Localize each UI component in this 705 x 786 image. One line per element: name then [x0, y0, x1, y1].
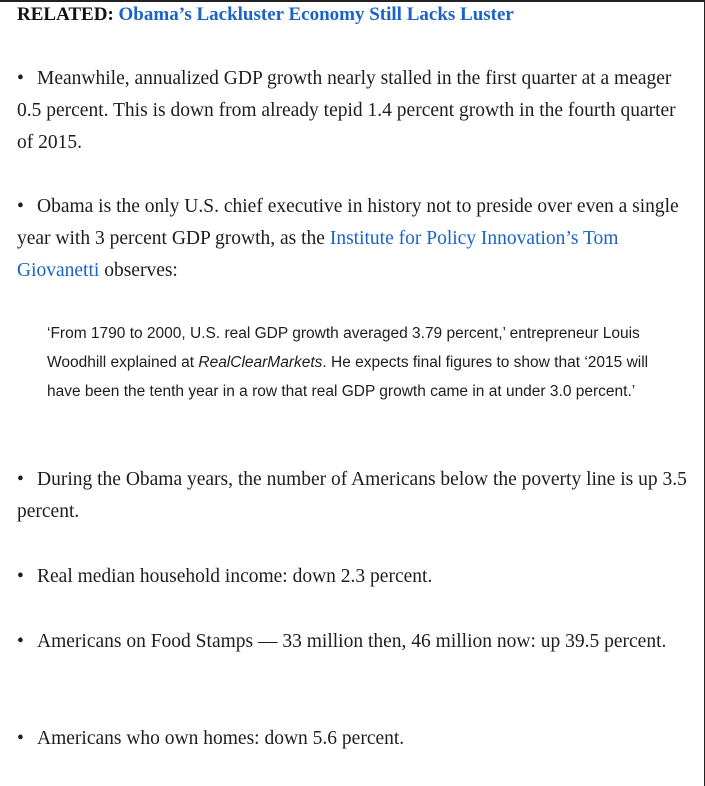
blockquote — [47, 319, 667, 406]
bullet-homeownership — [17, 723, 687, 755]
bullet-food-stamps — [17, 626, 687, 658]
bullet-text: Americans on Food Stamps — 33 million then, 46 million now: up 39.5 percent. — [37, 631, 667, 652]
top-divider — [0, 0, 705, 2]
bullet-icon: • — [17, 566, 24, 587]
related-line — [17, 3, 514, 27]
bullet-income — [17, 561, 687, 593]
bullet-icon: • — [17, 728, 24, 749]
bullet-text-after: observes: — [99, 260, 178, 281]
institute-link[interactable]: Institute for Policy Innovation’s Tom Giovanetti — [17, 228, 619, 281]
bullet-text: Real median household income: down 2.3 percent. — [37, 566, 433, 587]
bullet-gdp-growth — [17, 63, 687, 159]
bullet-text: Meanwhile, annualized GDP growth nearly stalled in the first quarter at a meager 0.5 percent. This is down from already tepid 1.4 percent growth in the fourth quarter of 2015. — [17, 68, 676, 153]
bullet-obama-growth — [17, 191, 687, 287]
quote-text-1: ‘From 1790 to 2000, U.S. real GDP growth averaged 3.79 percent,’ entrepreneur Louis Woodhill explained at — [47, 325, 640, 371]
bullet-poverty — [17, 464, 687, 528]
bullet-text: Americans who own homes: down 5.6 percent. — [37, 728, 405, 749]
bullet-icon: • — [17, 68, 24, 89]
related-article-link[interactable]: Obama’s Lackluster Economy Still Lacks Luster — [118, 4, 514, 25]
bullet-icon: • — [17, 196, 24, 217]
quote-source: RealClearMarkets — [198, 354, 323, 371]
related-label: RELATED: — [17, 4, 114, 25]
bullet-text-before: Obama is the only U.S. chief executive in history not to preside over even a single year with 3 percent GDP growth, as the — [17, 196, 679, 249]
bullet-icon: • — [17, 469, 24, 490]
bullet-icon: • — [17, 631, 24, 652]
quote-text-2: . He expects final figures to show that ‘2015 will have been the tenth year in a row that real GDP growth came in at under 3.0 percent.’ — [47, 354, 649, 400]
bullet-text: During the Obama years, the number of Americans below the poverty line is up 3.5 percent. — [17, 469, 687, 522]
